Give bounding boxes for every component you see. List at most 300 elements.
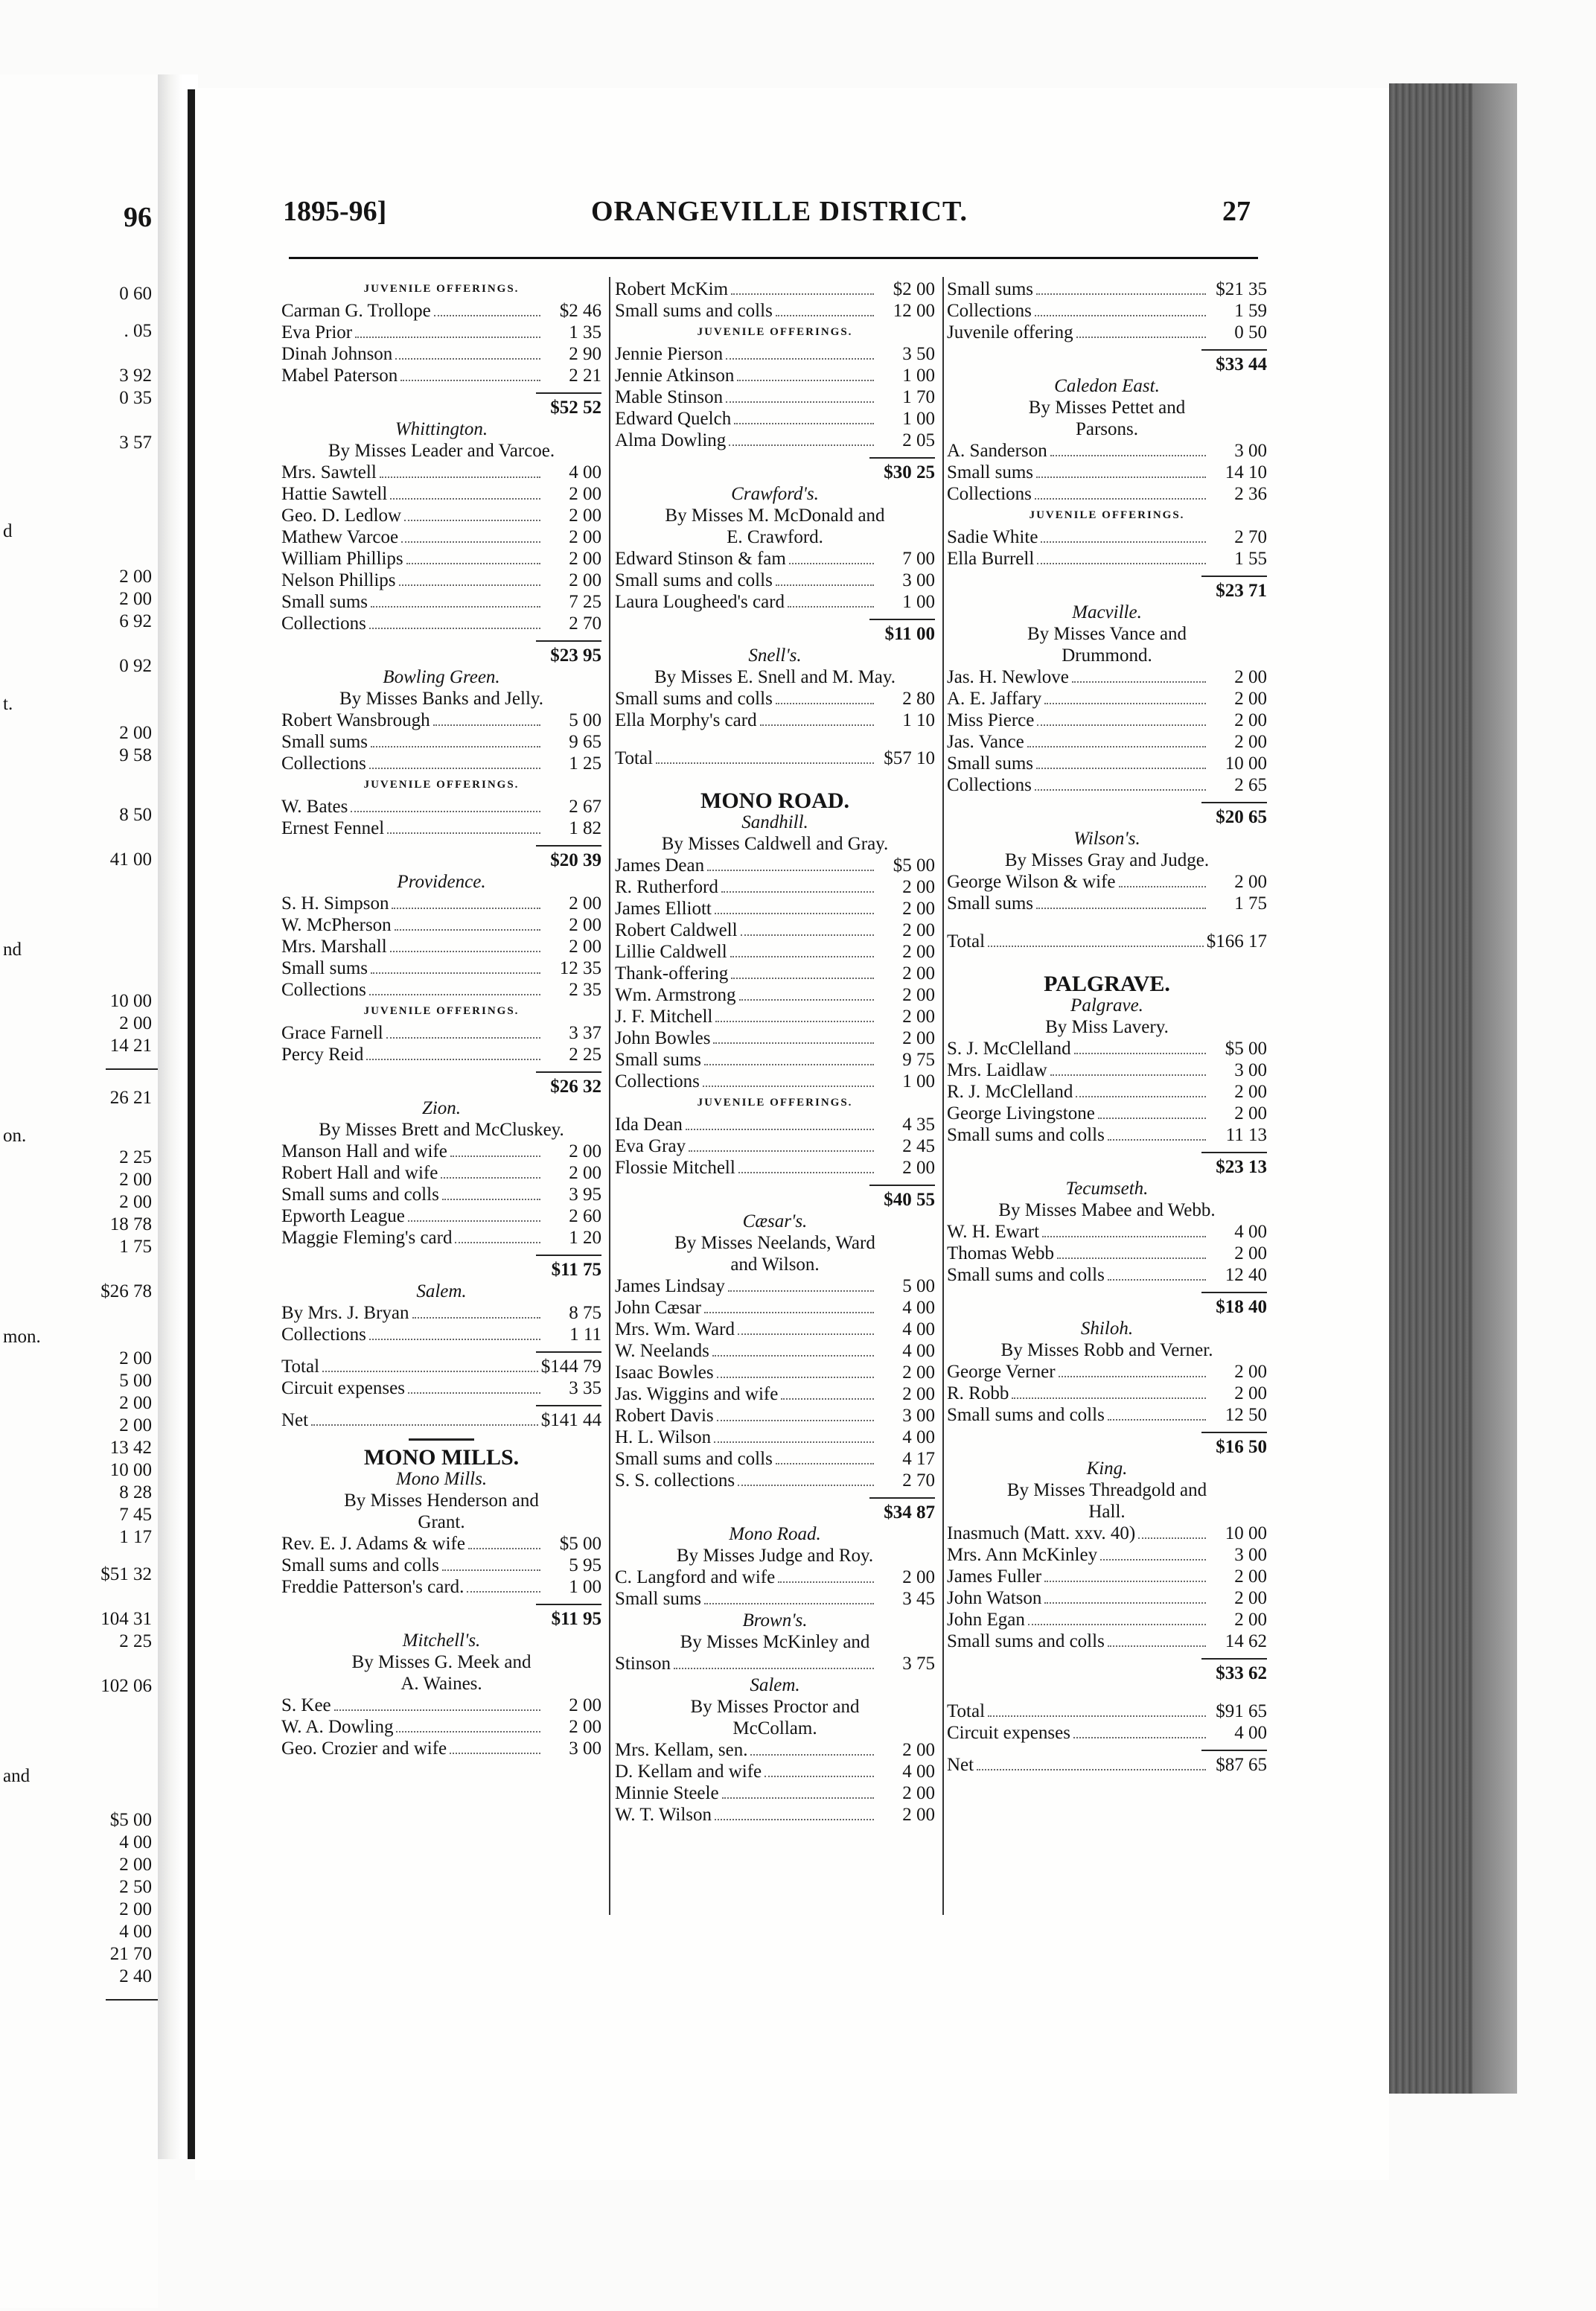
entry-row — [615, 855, 935, 876]
entry-amount: 2 65 — [1234, 775, 1267, 795]
entry-amount: 1 11 — [569, 1325, 601, 1345]
entry-row — [615, 963, 935, 984]
entry-amount: 9 65 — [569, 732, 601, 752]
entry-name: Jennie Pierson — [615, 344, 724, 364]
entry-row — [281, 1533, 601, 1555]
collectors-line: By Misses Henderson and — [344, 1491, 539, 1511]
column-3 — [947, 278, 1267, 1776]
place-heading: Caledon East. — [1054, 376, 1160, 396]
entry-name: Mable Stinson — [615, 387, 724, 407]
entry-row — [615, 919, 935, 941]
entry-amount: $5 00 — [559, 1534, 601, 1554]
entry-row — [615, 1297, 935, 1319]
subtotal: $16 50 — [1216, 1437, 1267, 1457]
entry-name: Manson Hall and wife — [281, 1141, 447, 1161]
entry-amount: 2 00 — [902, 877, 935, 897]
collectors-line: Parsons. — [1075, 419, 1139, 439]
entry-row — [947, 1124, 1267, 1146]
collectors-line: By Misses Mabee and Webb. — [998, 1200, 1216, 1220]
entry-row — [615, 591, 935, 613]
entry-row — [947, 1404, 1267, 1426]
entry-amount: 2 00 — [902, 899, 935, 919]
sum-rule — [1201, 1292, 1267, 1293]
left-page-number: 2 00 — [119, 1170, 152, 1190]
leader-dots — [1028, 1624, 1206, 1625]
spacer — [615, 769, 935, 785]
entry-amount: 4 17 — [902, 1449, 935, 1469]
leader-dots — [1073, 1737, 1206, 1738]
entry-name: S. J. McClelland — [947, 1039, 1071, 1059]
entry-row — [281, 1302, 601, 1324]
sum-rule — [536, 392, 601, 394]
entry-name: Small sums and colls — [615, 570, 773, 590]
entry-amount: 1 25 — [569, 753, 601, 774]
entry-name: W. A. Dowling — [281, 1717, 394, 1737]
entry-amount: 3 50 — [902, 344, 935, 364]
entry-row — [615, 876, 935, 898]
leader-dots — [380, 476, 540, 478]
entry-amount: 2 00 — [1234, 689, 1267, 709]
leader-dots — [433, 724, 540, 726]
entry-row — [281, 343, 601, 365]
entry-row — [615, 688, 935, 710]
entry-row — [615, 1383, 935, 1405]
entry-row — [615, 430, 935, 451]
left-page-number: 2 25 — [119, 1147, 152, 1167]
left-page-number: 4 00 — [119, 1922, 152, 1942]
entry-name: Small sums and colls — [947, 1631, 1105, 1651]
left-page-number: 0 92 — [119, 656, 152, 676]
entry-name: Small sums and colls — [947, 1265, 1105, 1285]
circuit-heading: MONO MILLS. — [363, 1445, 520, 1470]
leader-dots — [455, 1242, 540, 1243]
entry-amount: 2 35 — [569, 980, 601, 1000]
entry-row — [281, 1205, 601, 1227]
entry-row — [947, 1523, 1267, 1544]
entry-amount: 2 00 — [1234, 1588, 1267, 1608]
left-page-word: t. — [3, 694, 13, 714]
entry-row — [615, 984, 935, 1006]
entry-name: Circuit expenses — [281, 1378, 405, 1398]
entry-amount: 2 00 — [569, 915, 601, 935]
entry-row — [281, 613, 601, 634]
left-page-number: 96 — [124, 202, 152, 233]
subtotal: $40 55 — [884, 1190, 935, 1210]
entry-row — [281, 548, 601, 570]
entry-amount: $2 00 — [893, 279, 935, 299]
sum-rule — [1201, 349, 1267, 351]
sum-rule — [869, 457, 935, 459]
entry-amount: 7 25 — [569, 592, 601, 612]
left-page-number: 13 42 — [109, 1438, 152, 1458]
collectors-line: By Misses Brett and McCluskey. — [319, 1120, 564, 1140]
leader-dots — [712, 1355, 874, 1357]
entry-amount: 5 00 — [902, 1276, 935, 1296]
leader-dots — [750, 1754, 874, 1756]
entry-row — [947, 1081, 1267, 1103]
leader-dots — [738, 1172, 874, 1173]
entry-row — [281, 1695, 601, 1716]
leader-dots — [369, 994, 540, 995]
entry-amount: 2 70 — [569, 613, 601, 634]
entry-row — [281, 1162, 601, 1184]
leader-dots — [408, 1220, 540, 1222]
entry-name: Small sums — [947, 753, 1033, 774]
left-page-number: 2 00 — [119, 723, 152, 743]
entry-name: Small sums and colls — [281, 1185, 439, 1205]
leader-dots — [781, 1398, 874, 1400]
entry-amount: $144 79 — [540, 1357, 601, 1377]
place-heading: King. — [1086, 1459, 1128, 1479]
left-page-number: 9 58 — [119, 745, 152, 765]
entry-row — [947, 1700, 1267, 1722]
leader-dots — [1138, 1537, 1206, 1539]
entry-name: George Verner — [947, 1362, 1056, 1382]
entry-row — [281, 710, 601, 731]
entry-amount: 10 00 — [1225, 1523, 1267, 1543]
entry-name: Small sums — [947, 279, 1033, 299]
entry-row — [615, 710, 935, 731]
entry-name: Small sums — [947, 893, 1033, 914]
entry-amount: 2 90 — [569, 344, 601, 364]
entry-amount: 1 35 — [569, 322, 601, 342]
left-page-number: 2 00 — [119, 1348, 152, 1368]
entry-name: Carman G. Trollope — [281, 301, 431, 321]
collectors-line: By Misses Leader and Varcoe. — [328, 441, 555, 461]
entry-amount: 3 95 — [569, 1185, 601, 1205]
entry-name: Mrs. Kellam, sen. — [615, 1740, 748, 1760]
collectors-line: By Misses Neelands, Ward — [674, 1233, 875, 1253]
place-heading: Mono Road. — [729, 1524, 821, 1544]
subsection-heading: JUVENILE OFFERINGS. — [1029, 509, 1185, 521]
entry-name: Small sums and colls — [615, 1449, 773, 1469]
entry-name: S. S. collections — [615, 1470, 735, 1491]
entry-row — [947, 931, 1267, 952]
entry-row — [947, 1544, 1267, 1566]
entry-row — [281, 796, 601, 817]
entry-name: Miss Pierce — [947, 710, 1035, 730]
left-page-number: 2 00 — [119, 1899, 152, 1919]
entry-row — [947, 871, 1267, 893]
leader-dots — [371, 606, 540, 608]
leader-dots — [778, 1581, 874, 1583]
entry-name: Mrs. Laidlaw — [947, 1060, 1047, 1080]
entry-name: Thank-offering — [615, 963, 729, 984]
entry-row — [615, 748, 935, 769]
left-page-word: mon. — [3, 1327, 41, 1347]
entry-name: Hattie Sawtell — [281, 484, 388, 504]
collectors-line: By Misses McKinley and — [680, 1632, 870, 1652]
leader-dots — [704, 1312, 874, 1313]
entry-row — [947, 731, 1267, 753]
entry-amount: 2 00 — [569, 893, 601, 914]
entry-row — [947, 1243, 1267, 1264]
left-page-word: and — [3, 1766, 31, 1786]
leader-dots — [1108, 1279, 1206, 1281]
place-heading: Shiloh. — [1080, 1319, 1134, 1339]
left-page-number: 2 00 — [119, 567, 152, 587]
leader-dots — [703, 1086, 874, 1087]
entry-name: Eva Gray — [615, 1136, 686, 1156]
entry-row — [615, 1319, 935, 1340]
subsection-heading: JUVENILE OFFERINGS. — [697, 326, 853, 338]
entry-row — [615, 570, 935, 591]
subtotal: $18 40 — [1216, 1297, 1267, 1317]
sum-rule — [1201, 1432, 1267, 1433]
leader-dots — [728, 1290, 874, 1292]
entry-amount: 4 00 — [1234, 1723, 1267, 1743]
leader-dots — [707, 870, 874, 871]
entry-amount: 2 00 — [569, 937, 601, 957]
entry-amount: 2 36 — [1234, 484, 1267, 504]
entry-amount: 3 35 — [569, 1378, 601, 1398]
entry-name: D. Kellam and wife — [615, 1762, 762, 1782]
entry-amount: 11 13 — [1225, 1125, 1267, 1145]
entry-name: Mrs. Sawtell — [281, 462, 377, 482]
running-header-years: 1895-96] — [283, 196, 387, 227]
leader-dots — [1042, 1236, 1206, 1237]
entry-row — [281, 1576, 601, 1598]
entry-name: W. T. Wilson — [615, 1805, 712, 1825]
entry-row — [615, 1049, 935, 1071]
entry-row — [947, 1361, 1267, 1383]
collectors-line: By Misses Threadgold and — [1006, 1480, 1207, 1500]
entry-amount: 2 00 — [569, 570, 601, 590]
place-heading: Brown's. — [742, 1610, 808, 1631]
entry-amount: 2 00 — [902, 1740, 935, 1760]
subtotal: $23 95 — [550, 646, 601, 666]
entry-row — [281, 1044, 601, 1065]
entry-name: Total — [947, 931, 986, 952]
entry-name: Mabel Paterson — [281, 366, 398, 386]
leader-dots — [715, 1021, 874, 1022]
sum-rule — [869, 1497, 935, 1499]
column-divider-1 — [609, 277, 610, 1915]
entry-row — [281, 731, 601, 753]
place-heading: Mono Mills. — [395, 1469, 488, 1489]
entry-name: Percy Reid — [281, 1045, 364, 1065]
entry-name: Small sums — [281, 732, 368, 752]
entry-row — [947, 526, 1267, 548]
entry-row — [615, 1405, 935, 1427]
entry-amount: 2 00 — [1234, 1362, 1267, 1382]
sum-rule — [536, 1351, 601, 1353]
leader-dots — [355, 337, 540, 338]
entry-name: Small sums and colls — [947, 1125, 1105, 1145]
leader-dots — [450, 1753, 540, 1754]
subsection-heading: JUVENILE OFFERINGS. — [363, 779, 520, 791]
left-page-number: $26 78 — [100, 1281, 152, 1301]
entry-name: Geo. D. Ledlow — [281, 506, 402, 526]
entry-name: Robert Davis — [615, 1406, 714, 1426]
leader-dots — [776, 703, 874, 704]
entry-name: James Elliott — [615, 899, 712, 919]
entry-row — [281, 1555, 601, 1576]
entry-name: Lillie Caldwell — [615, 942, 727, 962]
leader-dots — [1044, 1602, 1206, 1604]
entry-amount: 2 00 — [569, 484, 601, 504]
entry-amount: 3 00 — [902, 1406, 935, 1426]
place-heading: Whittington. — [395, 419, 488, 439]
entry-row — [615, 1739, 935, 1761]
entry-row — [947, 1631, 1267, 1652]
leader-dots — [704, 1603, 874, 1604]
entry-name: S. H. Simpson — [281, 893, 389, 914]
leader-dots — [334, 1709, 540, 1711]
entry-name: Small sums — [615, 1050, 701, 1070]
entry-row — [281, 914, 601, 936]
sum-rule — [536, 1405, 601, 1406]
entry-amount: $87 65 — [1216, 1755, 1267, 1775]
subsection-heading: JUVENILE OFFERINGS. — [363, 283, 520, 295]
leader-dots — [722, 1797, 874, 1799]
collectors-line: Hall. — [1088, 1502, 1126, 1522]
subtotal: $20 39 — [550, 850, 601, 870]
entry-row — [615, 1275, 935, 1297]
entry-row — [615, 1135, 935, 1157]
entry-name: Robert McKim — [615, 279, 729, 299]
entry-amount: 12 35 — [559, 958, 601, 978]
entry-row — [615, 548, 935, 570]
entry-name: Total — [947, 1701, 986, 1721]
entry-name: Small sums and colls — [615, 689, 773, 709]
entry-name: James Lindsay — [615, 1276, 725, 1296]
entry-name: Flossie Mitchell — [615, 1158, 735, 1178]
leader-dots — [1057, 1257, 1206, 1259]
leader-dots — [441, 1177, 540, 1179]
collectors-line: McCollam. — [732, 1718, 817, 1738]
entry-name: Edward Stinson & fam — [615, 549, 786, 569]
entry-name: Thomas Webb — [947, 1243, 1055, 1263]
entry-row — [947, 710, 1267, 731]
collectors-line: By Misses M. McDonald and — [665, 506, 885, 526]
left-page-word: on. — [3, 1126, 27, 1146]
leader-dots — [726, 358, 874, 360]
entry-amount: 2 00 — [902, 1028, 935, 1048]
column-divider-2 — [942, 277, 944, 1915]
entry-name: W. Bates — [281, 797, 348, 817]
entry-amount: 0 50 — [1234, 322, 1267, 342]
entry-name: Geo. Crozier and wife — [281, 1738, 447, 1759]
left-page-number: 1 17 — [119, 1527, 152, 1547]
left-page-number: . 05 — [124, 321, 152, 341]
collectors-line: By Misses Proctor and — [690, 1697, 860, 1717]
entry-amount: 1 59 — [1234, 301, 1267, 321]
entry-row — [281, 1377, 601, 1399]
entry-name: Jas. H. Newlove — [947, 667, 1069, 687]
entry-name: Epworth League — [281, 1206, 405, 1226]
entry-amount: 3 00 — [1234, 1060, 1267, 1080]
entry-name: Small sums — [947, 462, 1033, 482]
entry-name: Nelson Phillips — [281, 570, 396, 590]
entry-amount: 1 00 — [569, 1577, 601, 1597]
entry-row — [615, 1761, 935, 1782]
entry-amount: 2 00 — [569, 1717, 601, 1737]
entry-row — [947, 1059, 1267, 1081]
entry-row — [947, 1722, 1267, 1744]
section-rule — [409, 1438, 474, 1441]
leader-dots — [1108, 1139, 1206, 1141]
leader-dots — [714, 1441, 874, 1443]
collectors-line: By Misses E. Snell and M. May. — [654, 667, 896, 687]
entry-amount: 2 70 — [902, 1470, 935, 1491]
entry-amount: 12 40 — [1225, 1265, 1267, 1285]
entry-name: R. Rutherford — [615, 877, 718, 897]
entry-name: Collections — [947, 484, 1032, 504]
entry-row — [947, 1264, 1267, 1286]
entry-name: Collections — [281, 613, 366, 634]
entry-amount: 2 00 — [902, 1158, 935, 1178]
entry-name: Laura Lougheed's card — [615, 592, 785, 612]
leader-dots — [730, 956, 874, 957]
place-heading: Crawford's. — [731, 484, 819, 504]
left-page-number: 3 92 — [119, 366, 152, 386]
leader-dots — [467, 1591, 540, 1593]
leader-dots — [404, 520, 540, 521]
leader-dots — [739, 999, 875, 1001]
entry-name: Collections — [615, 1071, 700, 1091]
leader-dots — [760, 724, 874, 726]
entry-row — [281, 300, 601, 322]
entry-name: Isaac Bowles — [615, 1362, 714, 1383]
entry-amount: 1 70 — [902, 387, 935, 407]
entry-name: William Phillips — [281, 549, 403, 569]
leader-dots — [395, 358, 540, 360]
sum-rule — [1201, 576, 1267, 577]
entry-amount: 3 00 — [569, 1738, 601, 1759]
entry-amount: 2 00 — [569, 1141, 601, 1161]
entry-amount: 10 00 — [1225, 753, 1267, 774]
entry-name: Collections — [281, 1325, 366, 1345]
entry-row — [947, 440, 1267, 462]
leader-dots — [442, 1569, 540, 1571]
subtotal: $33 44 — [1216, 354, 1267, 374]
entry-name: W. H. Ewart — [947, 1222, 1040, 1242]
leader-dots — [776, 584, 874, 586]
left-page-fragment — [0, 74, 158, 2308]
sum-rule — [536, 1604, 601, 1605]
subsection-heading: JUVENILE OFFERINGS. — [363, 1005, 520, 1017]
entry-row — [947, 1754, 1267, 1776]
left-page-number: 6 92 — [119, 611, 152, 631]
left-page-number: 2 00 — [119, 1855, 152, 1875]
leader-dots — [704, 1064, 874, 1065]
entry-row — [615, 898, 935, 919]
entry-row — [615, 1588, 935, 1610]
running-header-title: ORANGEVILLE DISTRICT. — [591, 196, 968, 227]
entry-amount: 2 00 — [1234, 1103, 1267, 1123]
entry-row — [947, 300, 1267, 322]
entry-row — [615, 1362, 935, 1383]
leader-dots — [776, 1463, 874, 1464]
entry-amount: 2 00 — [902, 1384, 935, 1404]
collectors-line: By Misses Judge and Roy. — [676, 1546, 874, 1566]
entry-name: John Bowles — [615, 1028, 711, 1048]
place-heading: Sandhill. — [741, 812, 808, 832]
entry-row — [281, 1141, 601, 1162]
entry-row — [615, 1427, 935, 1448]
left-page-number: $51 32 — [100, 1564, 152, 1584]
leader-dots — [1027, 746, 1206, 748]
leader-dots — [408, 1392, 540, 1394]
left-page-number: 8 50 — [119, 805, 152, 825]
entry-amount: $5 00 — [1225, 1039, 1267, 1059]
leader-dots — [1050, 455, 1206, 456]
collectors-line: E. Crawford. — [727, 527, 823, 547]
entry-amount: 3 37 — [569, 1023, 601, 1043]
left-page-number: 2 40 — [119, 1966, 152, 1986]
book-edge-outer — [1472, 83, 1517, 2094]
